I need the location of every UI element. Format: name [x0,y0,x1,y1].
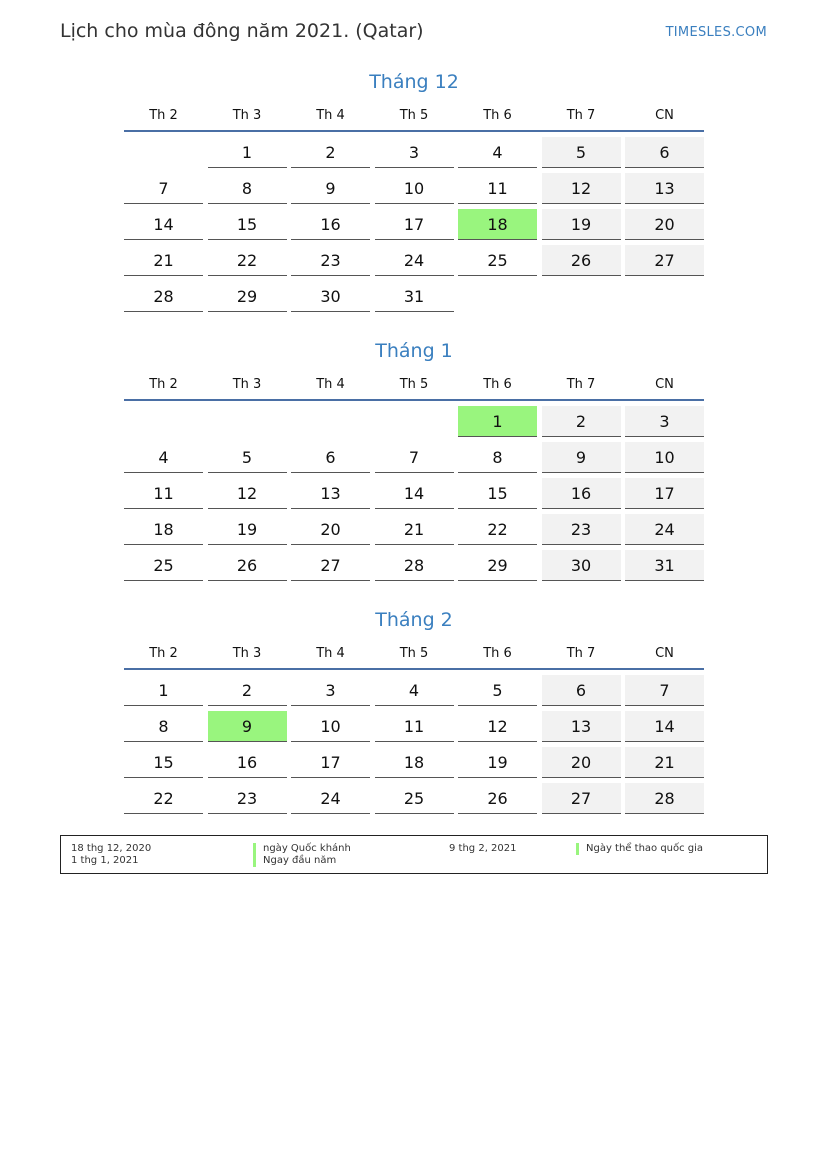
day-cell[interactable]: 26 [208,550,287,581]
day-cell[interactable]: 10 [291,711,370,742]
legend-names-right [576,843,703,855]
empty-day-cell [124,406,203,436]
legend-holiday-name: ngày Quốc khánh [263,843,351,854]
weekday-label: Th 3 [232,107,262,123]
day-cell[interactable]: 12 [458,711,537,742]
day-cell[interactable]: 21 [625,747,704,778]
month-february [124,608,704,819]
day-cell[interactable]: 24 [625,514,704,545]
day-cell[interactable]: 11 [458,173,537,204]
day-cell[interactable]: 24 [291,783,370,814]
day-cell[interactable]: 9 [542,442,621,473]
legend-holiday-name: Ngày thể thao quốc gia [586,843,704,854]
weekday-label: Th 4 [316,645,345,661]
month-title: Tháng 1 [375,340,453,362]
week-row [124,137,704,173]
empty-day-cell [124,137,203,167]
day-cell[interactable]: 3 [375,137,454,168]
holiday-day-cell[interactable]: 9 [208,711,287,742]
empty-day-cell [542,281,621,311]
day-cell[interactable]: 13 [542,711,621,742]
weekday-label: Th 6 [483,107,512,123]
weekday-label: Th 6 [483,376,512,392]
legend-names-left [253,843,351,867]
weeks-grid [124,670,704,819]
day-cell[interactable]: 7 [375,442,454,473]
legend-date: 1 thg 1, 2021 [71,855,139,866]
week-row [124,245,704,281]
day-cell[interactable]: 25 [124,550,203,581]
day-cell[interactable]: 29 [208,281,287,312]
empty-day-cell [375,406,454,436]
day-cell[interactable]: 11 [375,711,454,742]
day-cell[interactable]: 22 [458,514,537,545]
weekday-label: Th 4 [316,107,345,123]
day-cell[interactable]: 13 [625,173,704,204]
day-cell[interactable]: 12 [542,173,621,204]
day-cell[interactable]: 20 [291,514,370,545]
day-cell[interactable]: 24 [375,245,454,276]
month-december [124,70,704,317]
day-cell[interactable]: 12 [208,478,287,509]
weekday-label: Th 5 [399,376,429,392]
empty-day-cell [291,406,370,436]
site-link[interactable]: TIMESLES.COM [665,25,767,40]
week-row [124,514,704,550]
day-cell[interactable]: 19 [458,747,537,778]
day-cell[interactable]: 19 [542,209,621,240]
holiday-day-cell[interactable]: 18 [458,209,537,240]
day-cell[interactable]: 20 [625,209,704,240]
day-cell[interactable]: 13 [291,478,370,509]
day-cell[interactable]: 7 [124,173,203,204]
day-cell[interactable]: 2 [208,675,287,706]
holiday-day-cell[interactable]: 1 [458,406,537,437]
page-title: Lịch cho mùa đông năm 2021. (Qatar) [60,20,424,42]
day-cell[interactable]: 19 [208,514,287,545]
day-cell[interactable]: 17 [625,478,704,509]
day-cell[interactable]: 16 [542,478,621,509]
day-cell[interactable]: 28 [375,550,454,581]
day-cell[interactable]: 27 [291,550,370,581]
day-cell[interactable]: 22 [124,783,203,814]
day-cell[interactable]: 26 [458,783,537,814]
day-cell[interactable]: 15 [208,209,287,240]
legend-date: 18 thg 12, 2020 [71,843,152,854]
weekday-label: CN [655,376,674,392]
day-cell[interactable]: 22 [208,245,287,276]
day-cell[interactable]: 8 [208,173,287,204]
week-row [124,550,704,586]
day-cell[interactable]: 25 [375,783,454,814]
empty-day-cell [625,281,704,311]
week-row [124,747,704,783]
day-cell[interactable]: 8 [124,711,203,742]
day-cell[interactable]: 23 [542,514,621,545]
month-january [124,339,704,586]
weekday-label: Th 5 [399,107,429,123]
day-cell[interactable]: 5 [542,137,621,168]
day-cell[interactable]: 4 [375,675,454,706]
week-row [124,281,704,317]
day-cell[interactable]: 25 [458,245,537,276]
day-cell[interactable]: 14 [375,478,454,509]
weekday-label: CN [655,645,674,661]
day-cell[interactable]: 4 [124,442,203,473]
day-cell[interactable]: 9 [291,173,370,204]
month-title: Tháng 2 [375,609,453,631]
month-title: Tháng 12 [369,71,459,93]
week-row [124,209,704,245]
day-cell[interactable]: 21 [375,514,454,545]
day-cell[interactable]: 3 [625,406,704,437]
day-cell[interactable]: 3 [291,675,370,706]
legend-dates-right [449,843,517,855]
day-cell[interactable]: 4 [458,137,537,168]
day-cell[interactable]: 23 [291,245,370,276]
day-cell[interactable]: 1 [124,675,203,706]
day-cell[interactable]: 1 [208,137,287,168]
weekday-header [124,100,704,132]
day-cell[interactable]: 5 [208,442,287,473]
day-cell[interactable]: 6 [291,442,370,473]
day-cell[interactable]: 17 [291,747,370,778]
day-cell[interactable]: 31 [375,281,454,312]
day-cell[interactable]: 8 [458,442,537,473]
weekday-label: Th 7 [566,645,596,661]
weekday-label: Th 7 [566,376,596,392]
day-cell[interactable]: 14 [625,711,704,742]
weekday-label: Th 5 [399,645,429,661]
day-cell[interactable]: 15 [124,747,203,778]
day-cell[interactable]: 31 [625,550,704,581]
day-cell[interactable]: 29 [458,550,537,581]
day-cell[interactable]: 21 [124,245,203,276]
weekday-label: Th 2 [149,645,178,661]
weekday-label: Th 2 [149,376,178,392]
weekday-label: Th 2 [149,107,178,123]
week-row [124,711,704,747]
day-cell[interactable]: 11 [124,478,203,509]
weekday-header [124,638,704,670]
day-cell[interactable]: 10 [625,442,704,473]
weekday-label: CN [655,107,674,123]
weekday-label: Th 3 [232,376,262,392]
week-row [124,675,704,711]
legend-date: 9 thg 2, 2021 [449,843,517,854]
legend-dates-left [71,843,151,867]
holiday-legend [60,835,768,874]
day-cell[interactable]: 27 [542,783,621,814]
day-cell[interactable]: 28 [625,783,704,814]
day-cell[interactable]: 6 [625,137,704,168]
day-cell[interactable]: 10 [375,173,454,204]
day-cell[interactable]: 14 [124,209,203,240]
day-cell[interactable]: 17 [375,209,454,240]
week-row [124,406,704,442]
day-cell[interactable]: 16 [208,747,287,778]
day-cell[interactable]: 16 [291,209,370,240]
weeks-grid [124,132,704,317]
weekday-label: Th 4 [316,376,345,392]
day-cell[interactable]: 2 [542,406,621,437]
weeks-grid [124,401,704,586]
week-row [124,442,704,478]
day-cell[interactable]: 15 [458,478,537,509]
weekday-label: Th 7 [566,107,596,123]
weekday-label: Th 3 [232,645,262,661]
day-cell[interactable]: 6 [542,675,621,706]
day-cell[interactable]: 5 [458,675,537,706]
day-cell[interactable]: 18 [124,514,203,545]
weekday-header [124,369,704,401]
day-cell[interactable]: 18 [375,747,454,778]
week-row [124,478,704,514]
day-cell[interactable]: 30 [291,281,370,312]
week-row [124,173,704,209]
day-cell[interactable]: 27 [625,245,704,276]
legend-holiday-name: Ngay đầu năm [263,855,337,866]
day-cell[interactable]: 7 [625,675,704,706]
day-cell[interactable]: 20 [542,747,621,778]
weekday-label: Th 6 [483,645,512,661]
empty-day-cell [458,281,537,311]
empty-day-cell [208,406,287,436]
day-cell[interactable]: 26 [542,245,621,276]
week-row [124,783,704,819]
day-cell[interactable]: 28 [124,281,203,312]
day-cell[interactable]: 23 [208,783,287,814]
day-cell[interactable]: 30 [542,550,621,581]
day-cell[interactable]: 2 [291,137,370,168]
